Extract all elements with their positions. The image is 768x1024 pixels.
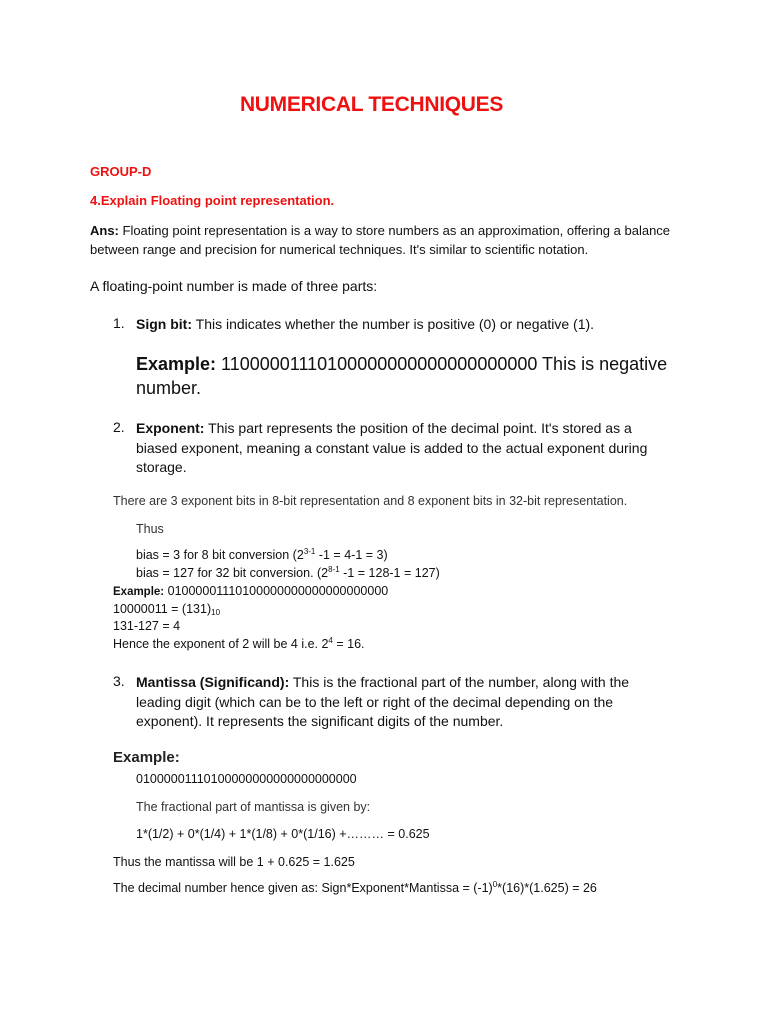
mantissa-series: 1*(1/2) + 0*(1/4) + 1*(1/8) + 0*(1/16) +……… = 0.625 [136, 827, 430, 841]
list-item-number: 1. [113, 315, 125, 331]
list-item-label: Mantissa (Significand): [136, 674, 290, 690]
exponent-conversion-sub: 10 [211, 608, 221, 617]
list-item-label: Sign bit: [136, 316, 192, 332]
bias-32bit-sup: 8-1 [328, 565, 340, 574]
decimal-result-sup: 0 [492, 880, 498, 889]
exponent-conversion-line [113, 602, 220, 616]
mantissa-example-label: Example: [113, 749, 180, 766]
mantissa-bits: 01000001110100000000000000000000 [136, 772, 357, 786]
answer-label: Ans: [90, 223, 119, 238]
decimal-result-line [113, 881, 597, 895]
list-item-text: This indicates whether the number is positive (0) or negative (1). [192, 316, 595, 332]
exponent-bits-note: There are 3 exponent bits in 8-bit representation and 8 exponent bits in 32-bit representation. [113, 494, 628, 508]
answer-text: Floating point representation is a way to store numbers as an approximation, offering a balance between range and precision for numerical techniques. It's similar to scientific notation. [90, 223, 671, 257]
list-item-text: This part represents the position of the decimal point. It's stored as a biased exponent, meaning a constant value is added to the actual exponent during storage. [136, 420, 648, 475]
bias-8bit-pre: bias = 3 for 8 bit conversion (2 [136, 548, 304, 562]
decimal-result-post: *(16)*(1.625) = 26 [497, 881, 597, 895]
intro-text: A floating-point number is made of three parts: [90, 278, 378, 294]
bias-8bit-sup: 3-1 [303, 547, 316, 556]
decimal-result-pre: The decimal number hence given as: Sign*Exponent*Mantissa = (-1) [113, 881, 493, 895]
sign-example-text: 11000001110100000000000000000000 This is negative number. [136, 354, 668, 398]
list-item-sign-bit [136, 315, 676, 335]
exponent-hence-pre: Hence the exponent of 2 will be 4 i.e. 2 [113, 637, 329, 651]
mantissa-value: Thus the mantissa will be 1 + 0.625 = 1.625 [113, 855, 355, 869]
group-heading: GROUP-D [90, 164, 152, 179]
bias-8bit-post: -1 = 4-1 = 3) [315, 548, 388, 562]
list-item-text: This is the fractional part of the number, along with the leading digit (which can be to the left or right of the decimal depending on the exponent). It represents the significant digits of the number. [136, 674, 630, 729]
list-item-number: 2. [113, 419, 125, 435]
sign-example-label: Example: [136, 354, 217, 374]
question-heading: 4.Explain Floating point representation. [90, 193, 335, 208]
list-item-exponent [136, 419, 676, 478]
bias-32bit-pre: bias = 127 for 32 bit conversion. (2 [136, 566, 329, 580]
bias-8bit-line [136, 548, 388, 562]
exponent-calc-line: 131-127 = 4 [113, 619, 181, 633]
exponent-example-line [113, 584, 388, 598]
list-item-mantissa [136, 673, 676, 732]
sign-example [136, 352, 696, 400]
mantissa-fraction-note: The fractional part of mantissa is given by: [136, 800, 371, 814]
exponent-hence-line [113, 637, 365, 651]
bias-32bit-line [136, 566, 440, 580]
thus-label: Thus [136, 522, 164, 536]
answer-paragraph [90, 221, 690, 259]
exponent-hence-post: = 16. [332, 637, 365, 651]
exponent-conversion-pre: 10000011 = (131) [113, 602, 212, 616]
exponent-example-bits: 01000001110100000000000000000000 [164, 584, 389, 598]
exponent-example-label: Example: [113, 586, 165, 598]
list-item-number: 3. [113, 673, 125, 689]
bias-32bit-post: -1 = 128-1 = 127) [339, 566, 440, 580]
list-item-label: Exponent: [136, 420, 205, 436]
exponent-hence-sup: 4 [328, 636, 333, 645]
page-title: NUMERICAL TECHNIQUES [239, 93, 504, 116]
